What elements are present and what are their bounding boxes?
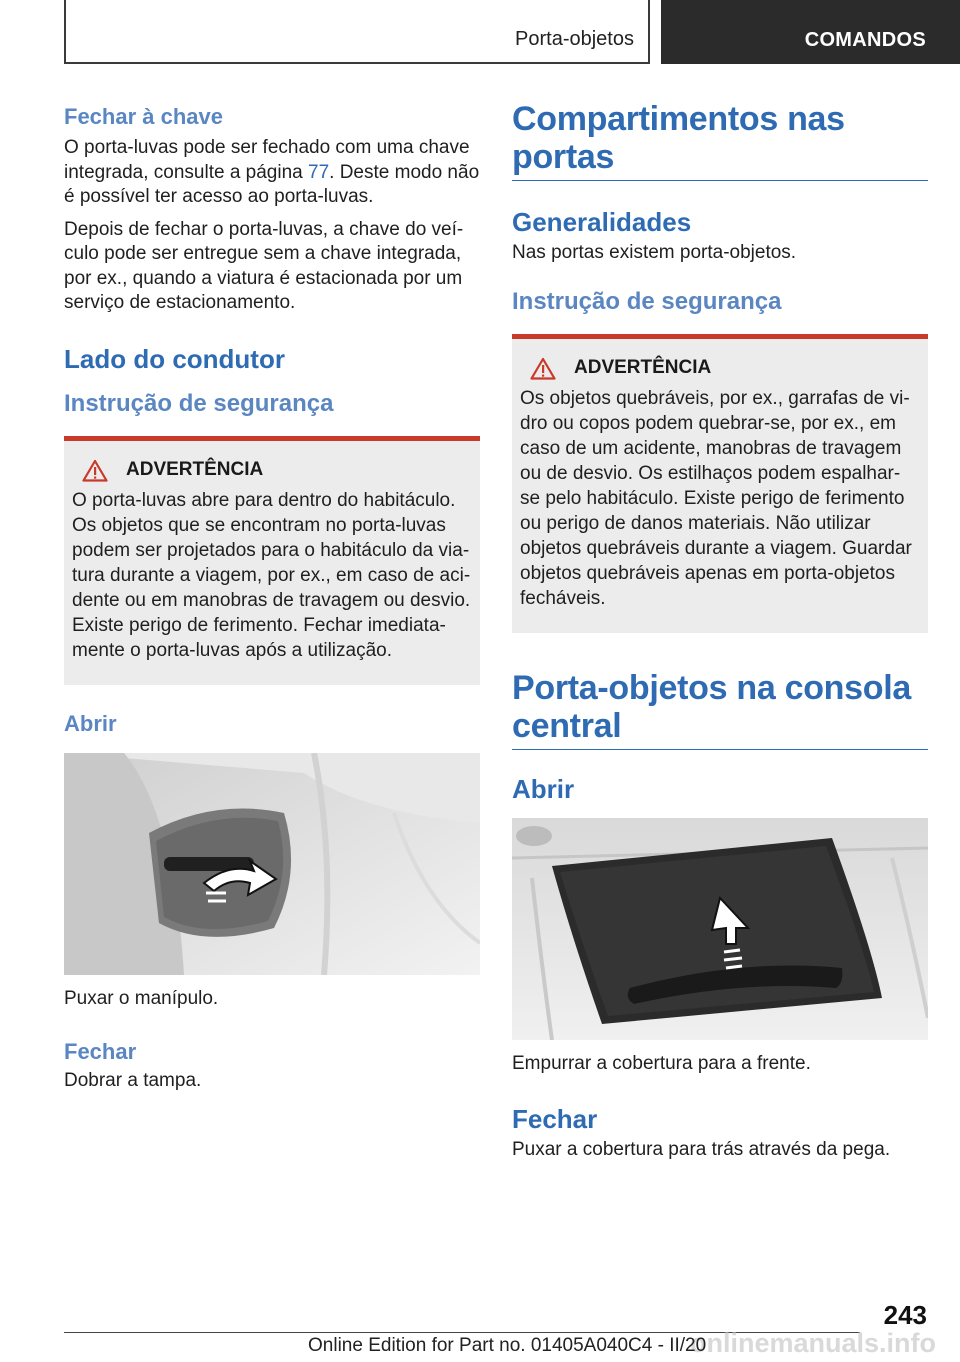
safety-heading-right: Instrução de segurança [512,287,782,315]
door-compartments-heading: Compartimentos nas portas [512,100,928,181]
page-number: 243 [883,1300,927,1330]
general-text: Nas portas existem porta-objetos. [512,242,797,263]
warning-box-left [64,436,480,685]
glovebox-handle-image [64,753,480,975]
header-chapter-box [661,0,960,64]
footer-watermark: onlinemanuals.info [690,1328,937,1358]
open-heading-left: Abrir [64,710,117,736]
lock-paragraph-2: Depois de fechar o porta-luvas, a chave do veículo pode ser entregue sem a chave integrada, por ex., quando a viatura é estacionada por um serviço de estacionamento. [64,218,464,313]
warning-text-right: Os objetos quebráveis, por ex., garrafas de vidro ou copos podem quebrar-se, por ex., em caso de um acidente, manobras de travagem ou de desvio. Os estilhaços podem espalhar-se pelo habitáculo. Existe perigo de ferimento ou perigo de danos materiais. Não utilizar objetos quebráveis durante a viagem. Guardar objetos quebráveis apenas em porta-objetos fecháveis. [520,387,912,609]
header-section-title: Porta-objetos [515,28,634,50]
safety-heading-left: Instrução de segurança [64,389,334,417]
page-link[interactable]: 77 [308,161,330,183]
warning-title-left: ADVERTÊNCIA [72,459,472,482]
warning-box-right [512,334,928,633]
center-console-cover-image [512,818,928,1040]
right-column [512,100,928,1163]
lock-paragraph-1: O porta-luvas pode ser fechado com uma chave integrada, consulte a página 77. Deste modo não é possível ter acesso ao porta-luvas. [64,137,480,207]
header-chapter-title: COMANDOS [804,29,926,51]
warning-triangle-icon [82,459,108,482]
footer-edition: Online Edition for Part no. 01405A040C4 - II/20 [308,1335,707,1356]
center-console-heading: Porta-objetos na consola central [512,669,928,750]
open-heading-right: Abrir [512,773,575,804]
lock-heading: Fechar à chave [64,104,223,129]
header-section-box [64,0,650,64]
left-column [64,100,480,1094]
close-heading-left: Fechar [64,1039,137,1064]
open-caption-right: Empurrar a cobertura para a frente. [512,1052,811,1074]
open-caption-left: Puxar o manípulo. [64,987,219,1009]
close-heading-right: Fechar [512,1104,598,1134]
driver-side-heading: Lado do condutor [64,343,285,374]
close-text-left: Dobrar a tampa. [64,1070,202,1091]
general-heading: Generalidades [512,207,692,237]
warning-title-right: ADVERTÊNCIA [520,357,920,380]
close-text-right: Puxar a cobertura para trás através da pega. [512,1139,891,1160]
warning-text-left: O porta-luvas abre para dentro do habitáculo. Os objetos que se encontram no porta-luvas podem ser projetados para o habitáculo da viatura durante a viagem, por ex., em caso de acidente ou em manobras de travagem ou desvio. Existe perigo de ferimento. Fechar imediatamente o porta-luvas após a utilização. [72,489,471,661]
warning-triangle-icon [530,357,556,380]
